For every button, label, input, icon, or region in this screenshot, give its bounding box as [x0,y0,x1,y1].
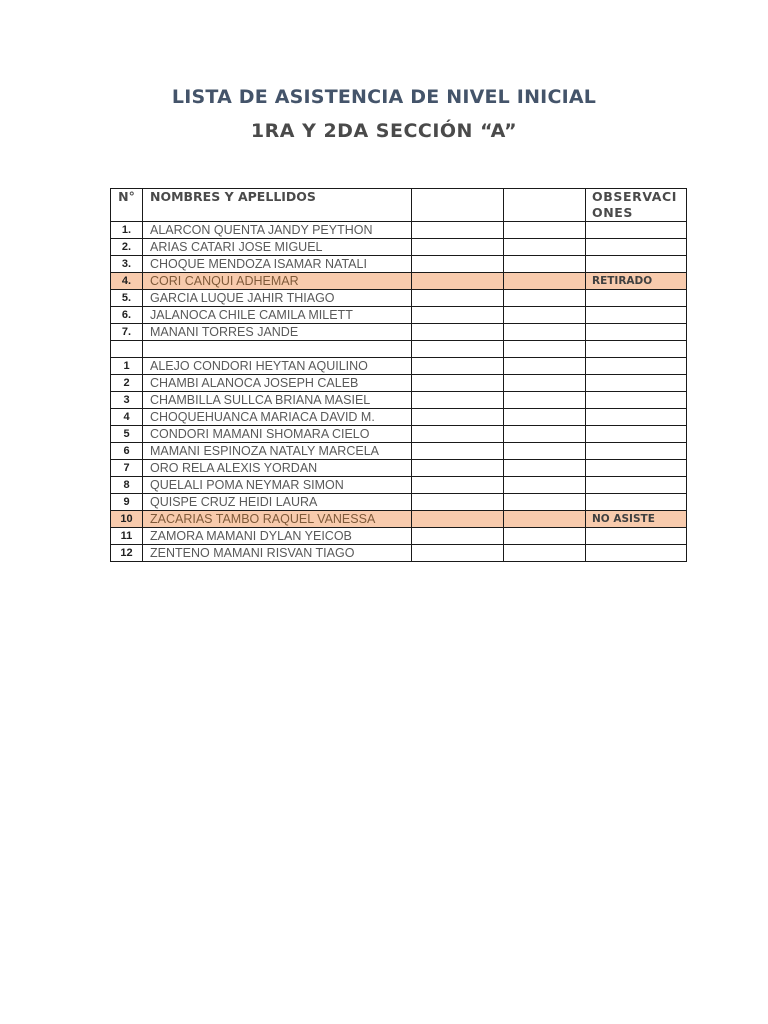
student-name: ORO RELA ALEXIS YORDAN [143,460,412,477]
table-row [111,443,687,460]
row-number: 9 [111,494,143,511]
table-row [111,511,687,528]
row-cell-col3 [412,239,504,256]
table-row [111,460,687,477]
student-name [143,341,412,358]
row-cell-col3 [412,307,504,324]
header-names: NOMBRES Y APELLIDOS [143,189,412,222]
row-cell-col3 [412,256,504,273]
row-cell-col3 [412,443,504,460]
row-number: 2. [111,239,143,256]
row-observation [586,426,687,443]
header-col4 [504,189,586,222]
row-number: 4 [111,409,143,426]
header-observations: OBSERVACIONES [586,189,687,222]
row-cell-col3 [412,545,504,562]
table-body [111,222,687,562]
row-observation [586,256,687,273]
row-cell-col3 [412,324,504,341]
table-header-row [111,189,687,222]
row-number: 10 [111,511,143,528]
row-number: 11 [111,528,143,545]
student-name: ALEJO CONDORI HEYTAN AQUILINO [143,358,412,375]
row-observation [586,545,687,562]
table-row [111,392,687,409]
row-number: 8 [111,477,143,494]
document-title: LISTA DE ASISTENCIA DE NIVEL INICIAL [171,86,597,108]
row-observation [586,477,687,494]
row-cell-col3 [412,290,504,307]
table-row [111,273,687,290]
table-row [111,239,687,256]
table-row [111,341,687,358]
document-subtitle: 1RA Y 2DA SECCIÓN “A” [250,120,518,142]
student-name: CONDORI MAMANI SHOMARA CIELO [143,426,412,443]
row-number: 3 [111,392,143,409]
row-cell-col4 [504,239,586,256]
header-col3 [412,189,504,222]
row-cell-col4 [504,341,586,358]
row-cell-col3 [412,273,504,290]
row-cell-col4 [504,256,586,273]
table-row [111,222,687,239]
row-observation [586,341,687,358]
row-cell-col3 [412,494,504,511]
row-observation: RETIRADO [586,273,687,290]
row-cell-col4 [504,528,586,545]
student-name: MANANI TORRES JANDE [143,324,412,341]
table-row [111,358,687,375]
row-cell-col4 [504,494,586,511]
row-observation [586,392,687,409]
row-observation [586,358,687,375]
row-cell-col4 [504,392,586,409]
row-observation [586,460,687,477]
row-cell-col4 [504,477,586,494]
row-number: 6. [111,307,143,324]
row-cell-col3 [412,375,504,392]
row-observation [586,307,687,324]
row-cell-col3 [412,528,504,545]
table-row [111,494,687,511]
table-row [111,545,687,562]
student-name: QUELALI POMA NEYMAR SIMON [143,477,412,494]
row-cell-col4 [504,443,586,460]
row-cell-col4 [504,426,586,443]
row-observation [586,290,687,307]
row-observation [586,443,687,460]
row-cell-col4 [504,222,586,239]
row-cell-col4 [504,545,586,562]
row-number: 2 [111,375,143,392]
row-cell-col4 [504,324,586,341]
student-name: CHOQUE MENDOZA ISAMAR NATALI [143,256,412,273]
table-row [111,528,687,545]
row-cell-col3 [412,358,504,375]
row-cell-col4 [504,290,586,307]
table-row [111,290,687,307]
row-number [111,341,143,358]
student-name: ALARCON QUENTA JANDY PEYTHON [143,222,412,239]
row-number: 4. [111,273,143,290]
attendance-table [110,188,687,562]
student-name: GARCIA LUQUE JAHIR THIAGO [143,290,412,307]
row-cell-col4 [504,409,586,426]
student-name: ZENTENO MAMANI RISVAN TIAGO [143,545,412,562]
row-observation [586,222,687,239]
row-observation [586,409,687,426]
table-row [111,375,687,392]
row-cell-col4 [504,358,586,375]
table-row [111,409,687,426]
row-cell-col3 [412,392,504,409]
row-observation [586,494,687,511]
row-cell-col4 [504,460,586,477]
row-number: 1 [111,358,143,375]
row-number: 12 [111,545,143,562]
row-number: 1. [111,222,143,239]
row-observation [586,375,687,392]
row-observation [586,239,687,256]
row-number: 5 [111,426,143,443]
row-cell-col3 [412,460,504,477]
table-row [111,307,687,324]
row-cell-col4 [504,307,586,324]
row-cell-col3 [412,426,504,443]
row-cell-col3 [412,222,504,239]
row-cell-col3 [412,511,504,528]
student-name: QUISPE CRUZ HEIDI LAURA [143,494,412,511]
row-cell-col3 [412,341,504,358]
row-observation [586,324,687,341]
student-name: ARIAS CATARI JOSE MIGUEL [143,239,412,256]
student-name: CHOQUEHUANCA MARIACA DAVID M. [143,409,412,426]
row-cell-col3 [412,409,504,426]
student-name: ZAMORA MAMANI DYLAN YEICOB [143,528,412,545]
row-cell-col4 [504,273,586,290]
row-number: 7. [111,324,143,341]
row-cell-col4 [504,511,586,528]
row-number: 5. [111,290,143,307]
row-cell-col3 [412,477,504,494]
student-name: CHAMBI ALANOCA JOSEPH CALEB [143,375,412,392]
student-name: MAMANI ESPINOZA NATALY MARCELA [143,443,412,460]
student-name: CHAMBILLA SULLCA BRIANA MASIEL [143,392,412,409]
table-row [111,477,687,494]
student-name: ZACARIAS TAMBO RAQUEL VANESSA [143,511,412,528]
row-cell-col4 [504,375,586,392]
header-number: N° [111,189,143,222]
row-observation: NO ASISTE [586,511,687,528]
row-number: 6 [111,443,143,460]
student-name: CORI CANQUI ADHEMAR [143,273,412,290]
table-row [111,256,687,273]
row-number: 3. [111,256,143,273]
row-number: 7 [111,460,143,477]
row-observation [586,528,687,545]
table-row [111,426,687,443]
table-row [111,324,687,341]
student-name: JALANOCA CHILE CAMILA MILETT [143,307,412,324]
